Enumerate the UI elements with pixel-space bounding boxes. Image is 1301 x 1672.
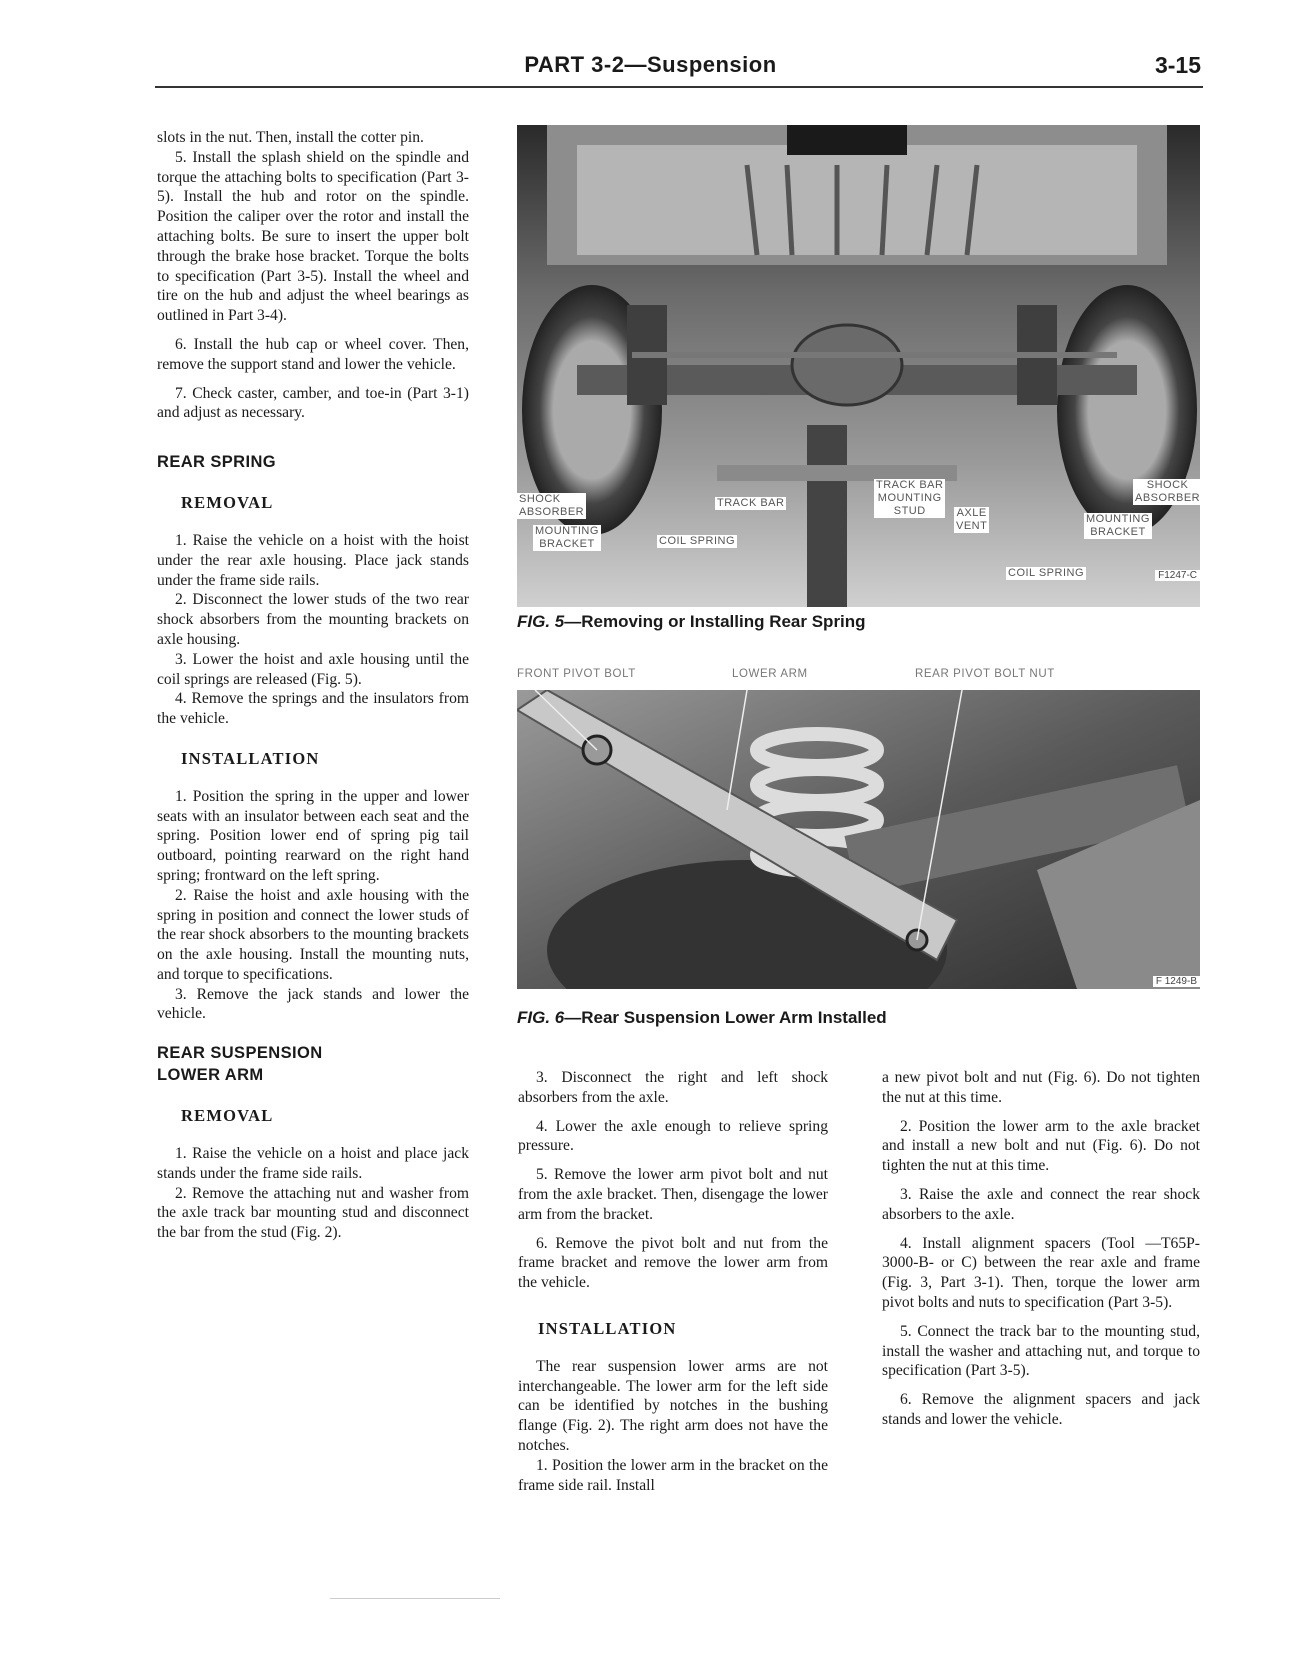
paragraph: 2. Disconnect the lower studs of the two rear shock absorbers from the mounting brackets on axle housing. xyxy=(157,591,469,648)
paragraph: 6. Remove the pivot bolt and nut from the frame bracket and remove the lower arm from the vehicle. xyxy=(518,1234,828,1292)
paragraph: 3. Lower the hoist and axle housing until the coil springs are released (Fig. 5). xyxy=(157,650,469,688)
paragraph: 6. Install the hub cap or wheel cover. Then, remove the support stand and lower the vehicle. xyxy=(157,335,469,373)
figure-label: TRACK BAR MOUNTING STUD xyxy=(876,479,944,517)
paragraph: 5. Install the splash shield on the spindle and torque the attaching bolts to specification (Part 3-5). Install the hub and rotor on the spindle. Position the caliper over the rotor and install the attaching bolts. Be sure to insert the upper bolt through the brake hose bracket. Torque the bolts to specification (Part 3-5). Install the wheel and tire on the hub and adjust the wheel bearings as outlined in Part 3-4). xyxy=(157,148,469,325)
paragraph: 6. Remove the alignment spacers and jack stands and lower the vehicle. xyxy=(882,1391,1200,1428)
page-header-title: PART 3-2—Suspension xyxy=(524,52,777,77)
figure-label: AXLE VENT xyxy=(956,507,988,532)
figure-code: F1247-C xyxy=(1155,570,1200,581)
subheading-removal: REMOVAL xyxy=(181,493,274,513)
paragraph: 4. Lower the axle enough to relieve spring pressure. xyxy=(518,1117,828,1155)
paragraph: slots in the nut. Then, install the cotter pin. xyxy=(157,129,424,146)
text-column-middle xyxy=(518,1068,828,1495)
paragraph: 2. Remove the attaching nut and washer from the axle track bar mounting stud and disconnect the bar from the stud (Fig. 2). xyxy=(157,1184,469,1242)
figure-label: MOUNTING BRACKET xyxy=(1086,513,1150,538)
section-heading-lower-arm: REAR SUSPENSION LOWER ARM xyxy=(157,1044,323,1085)
paragraph: 5. Connect the track bar to the mounting stud, install the washer and attaching nut, and torque to specification (Part 3-5). xyxy=(882,1322,1200,1380)
figure-label: COIL SPRING xyxy=(659,535,735,547)
figure-label: REAR PIVOT BOLT NUT xyxy=(915,668,1055,680)
text-column-right xyxy=(882,1068,1200,1430)
figure-label: SHOCK ABSORBER xyxy=(1133,479,1200,505)
text-column-left xyxy=(157,128,469,1243)
figure-label: COIL SPRING xyxy=(1008,567,1084,579)
figure-label: LOWER ARM xyxy=(732,668,808,680)
figure-label: FRONT PIVOT BOLT xyxy=(517,668,636,680)
paragraph: 1. Raise the vehicle on a hoist with the hoist under the rear axle housing. Place jack stands under the frame side rails. xyxy=(157,531,469,589)
paragraph: 7. Check caster, camber, and toe-in (Part 3-1) and adjust as necessary. xyxy=(157,384,469,422)
paragraph: 1. Raise the vehicle on a hoist and place jack stands under the frame side rails. xyxy=(157,1145,469,1182)
figure-6-labels xyxy=(517,668,1200,684)
subheading-installation-2: INSTALLATION xyxy=(538,1318,677,1338)
paragraph: 3. Raise the axle and connect the rear shock absorbers to the axle. xyxy=(882,1185,1200,1223)
figure-5-caption: FIG. 5—Removing or Installing Rear Spring xyxy=(517,612,866,631)
subheading-installation: INSTALLATION xyxy=(181,748,320,768)
figure-label: MOUNTING BRACKET xyxy=(535,525,599,550)
subheading-removal-2: REMOVAL xyxy=(181,1106,274,1126)
footer-rule xyxy=(330,1598,500,1599)
lower-arm-photo xyxy=(517,690,1200,989)
paragraph: 1. Position the spring in the upper and lower seats with an insulator between each seat and the spring. Position lower end of spring pig tail outboard, pointing rearward on the right hand spring; frontward on the left spring. xyxy=(157,787,469,884)
figure-5-photo xyxy=(517,125,1200,607)
paragraph: 2. Position the lower arm to the axle bracket and install a new bolt and nut (Fig. 6). Do not tighten the nut at this time. xyxy=(882,1117,1200,1175)
paragraph: 3. Remove the jack stands and lower the vehicle. xyxy=(157,985,469,1023)
figure-code: F 1249-B xyxy=(1153,976,1200,987)
paragraph: The rear suspension lower arms are not interchangeable. The lower arm for the left side can be identified by notches in the bushing flange (Fig. 2). The right arm does not have the notches. xyxy=(518,1357,828,1454)
paragraph: 3. Disconnect the right and left shock absorbers from the axle. xyxy=(518,1069,828,1106)
figure-6-photo xyxy=(517,690,1200,989)
paragraph: 1. Position the lower arm in the bracket on the frame side rail. Install xyxy=(518,1456,828,1494)
paragraph: 4. Install alignment spacers (Tool —T65P-3000-B- or C) between the rear axle and frame (Fig. 3, Part 3-1). Then, torque the lower arm pivot bolts and nuts to specification (Part 3-5). xyxy=(882,1234,1200,1311)
paragraph: 4. Remove the springs and the insulators from the vehicle. xyxy=(157,690,469,728)
section-heading-rear-spring: REAR SPRING xyxy=(157,453,276,472)
figure-label: SHOCK ABSORBER xyxy=(519,493,585,518)
paragraph: 2. Raise the hoist and axle housing with the spring in position and connect the lower studs of the rear shock absorbers to the mounting brackets on the axle housing. Install the mounting nuts, and torque to specifications. xyxy=(157,886,469,983)
figure-6-caption: FIG. 6—Rear Suspension Lower Arm Installed xyxy=(517,1008,887,1027)
page-number: 3-15 xyxy=(1154,52,1201,78)
paragraph: a new pivot bolt and nut (Fig. 6). Do not tighten the nut at this time. xyxy=(882,1069,1200,1106)
paragraph: 5. Remove the lower arm pivot bolt and nut from the axle bracket. Then, disengage the lower arm from the bracket. xyxy=(518,1166,828,1223)
figure-label: TRACK BAR xyxy=(717,497,785,509)
header-rule xyxy=(155,86,1203,88)
